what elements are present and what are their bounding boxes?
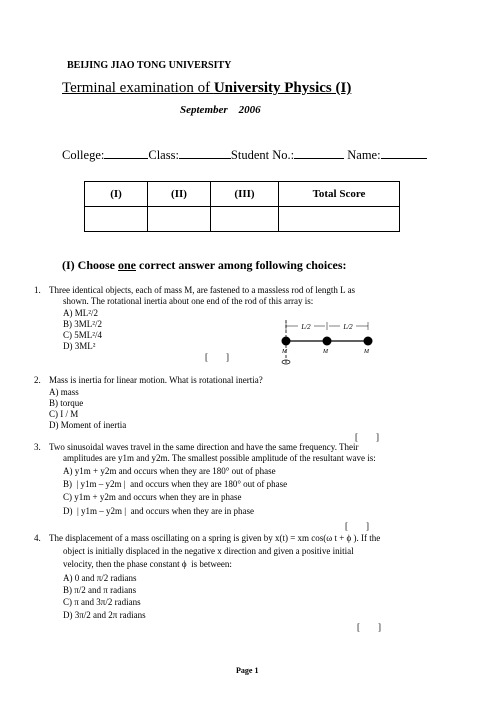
class-blank[interactable] [179,147,231,159]
q4-option-b[interactable]: B) π/2 and π radians [63,585,137,595]
q2-line1: Mass is inertia for linear motion. What is rotational inertia? [49,375,263,385]
mass-label-middle: M [323,349,328,355]
q3-option-b[interactable]: B) | y1m – y2m | and occurs when they are 180° out of phase [63,479,288,489]
q1-line2: shown. The rotational inertia about one end of the rod of this array is: [63,296,314,306]
q1-answer-bracket[interactable]: [ ] [205,352,229,362]
section-heading [62,258,347,273]
score-header-total: Total Score [279,182,400,207]
q4-line1: The displacement of a mass oscillating on a spring is given by x(t) = xm cos(ω t + ϕ ). If the [49,533,381,543]
student-no-blank[interactable] [294,147,344,159]
q3-option-d[interactable]: D) | y1m – y2m | and occurs when they are in phase [63,506,255,516]
score-table-value-row [85,207,400,232]
q3-number: 3. [34,442,41,452]
exam-date: September 2006 [180,104,261,116]
score-table-header-row [85,182,400,207]
q4-option-a[interactable]: A) 0 and π/2 radians [63,573,137,583]
exam-title-plain: Terminal examination of [62,80,214,96]
section-heading-prefix: (I) Choose [62,258,118,272]
name-label: Name: [347,148,381,162]
score-cell-2[interactable] [148,207,211,232]
q1-option-d[interactable]: D) 3ML² [63,341,96,351]
q4-option-d[interactable]: D) 3π/2 and 2π radians [63,610,146,620]
q2-option-a[interactable]: A) mass [49,387,79,397]
score-cell-1[interactable] [85,207,148,232]
q1-option-b[interactable]: B) 3ML²/2 [63,319,102,329]
q2-option-c[interactable]: C) I / M [49,409,79,419]
q1-number: 1. [34,285,41,295]
dim-label-1: L/2 [301,323,311,331]
mass-middle [323,337,332,346]
score-cell-3[interactable] [211,207,279,232]
university-name: BEIJING JIAO TONG UNIVERSITY [67,60,232,71]
student-no-label: Student No.: [230,148,295,162]
q2-option-b[interactable]: B) torque [49,398,84,408]
page-number: Page 1 [236,666,259,675]
q4-option-c[interactable]: C) π and 3π/2 radians [63,597,141,607]
score-table [84,181,400,232]
student-info-line [62,147,427,163]
q1-line1: Three identical objects, each of mass M, are fastened to a massless rod of length L as [49,285,356,295]
score-cell-total[interactable] [279,207,400,232]
q3-answer-bracket[interactable]: [ ] [345,521,369,531]
dim-label-2: L/2 [343,323,353,331]
mass-label-left: M [282,349,287,355]
mass-right [364,337,373,346]
score-header-3: (III) [211,182,279,207]
q4-answer-bracket[interactable]: [ ] [357,622,381,632]
section-heading-underlined: one [118,258,136,272]
q2-option-d[interactable]: D) Moment of inertia [49,420,127,430]
q2-answer-bracket[interactable]: [ ] [355,432,379,442]
score-header-1: (I) [85,182,148,207]
q4-number: 4. [34,533,41,543]
q4-line3: velocity, then the phase constant ϕ is between: [63,559,232,569]
q1-option-c[interactable]: C) 5ML²/4 [63,330,102,340]
mass-left [282,337,291,346]
q3-line2: amplitudes are y1m and y2m. The smallest possible amplitude of the resultant wave is: [63,453,376,463]
section-heading-suffix: correct answer among following choices: [136,258,347,272]
name-blank[interactable] [381,147,427,159]
q3-line1: Two sinusoidal waves travel in the same direction and have the same frequency. Their [49,442,359,452]
q3-option-a[interactable]: A) y1m + y2m and occurs when they are 180° out of phase [63,466,276,476]
college-label: College: [62,148,105,162]
q3-option-c[interactable]: C) y1m + y2m and occurs when they are in phase [63,492,242,502]
exam-title-bold: University Physics (I) [213,80,352,96]
q4-line2: object is initially displaced in the negative x direction and given a positive initial [63,546,354,556]
class-label: Class: [148,148,179,162]
exam-title [62,80,351,97]
q1-rod-figure [268,312,384,370]
college-blank[interactable] [104,147,148,159]
q1-option-a[interactable]: A) ML²/2 [63,308,98,318]
q2-number: 2. [34,375,41,385]
mass-label-right: M [364,349,369,355]
score-header-2: (II) [148,182,211,207]
